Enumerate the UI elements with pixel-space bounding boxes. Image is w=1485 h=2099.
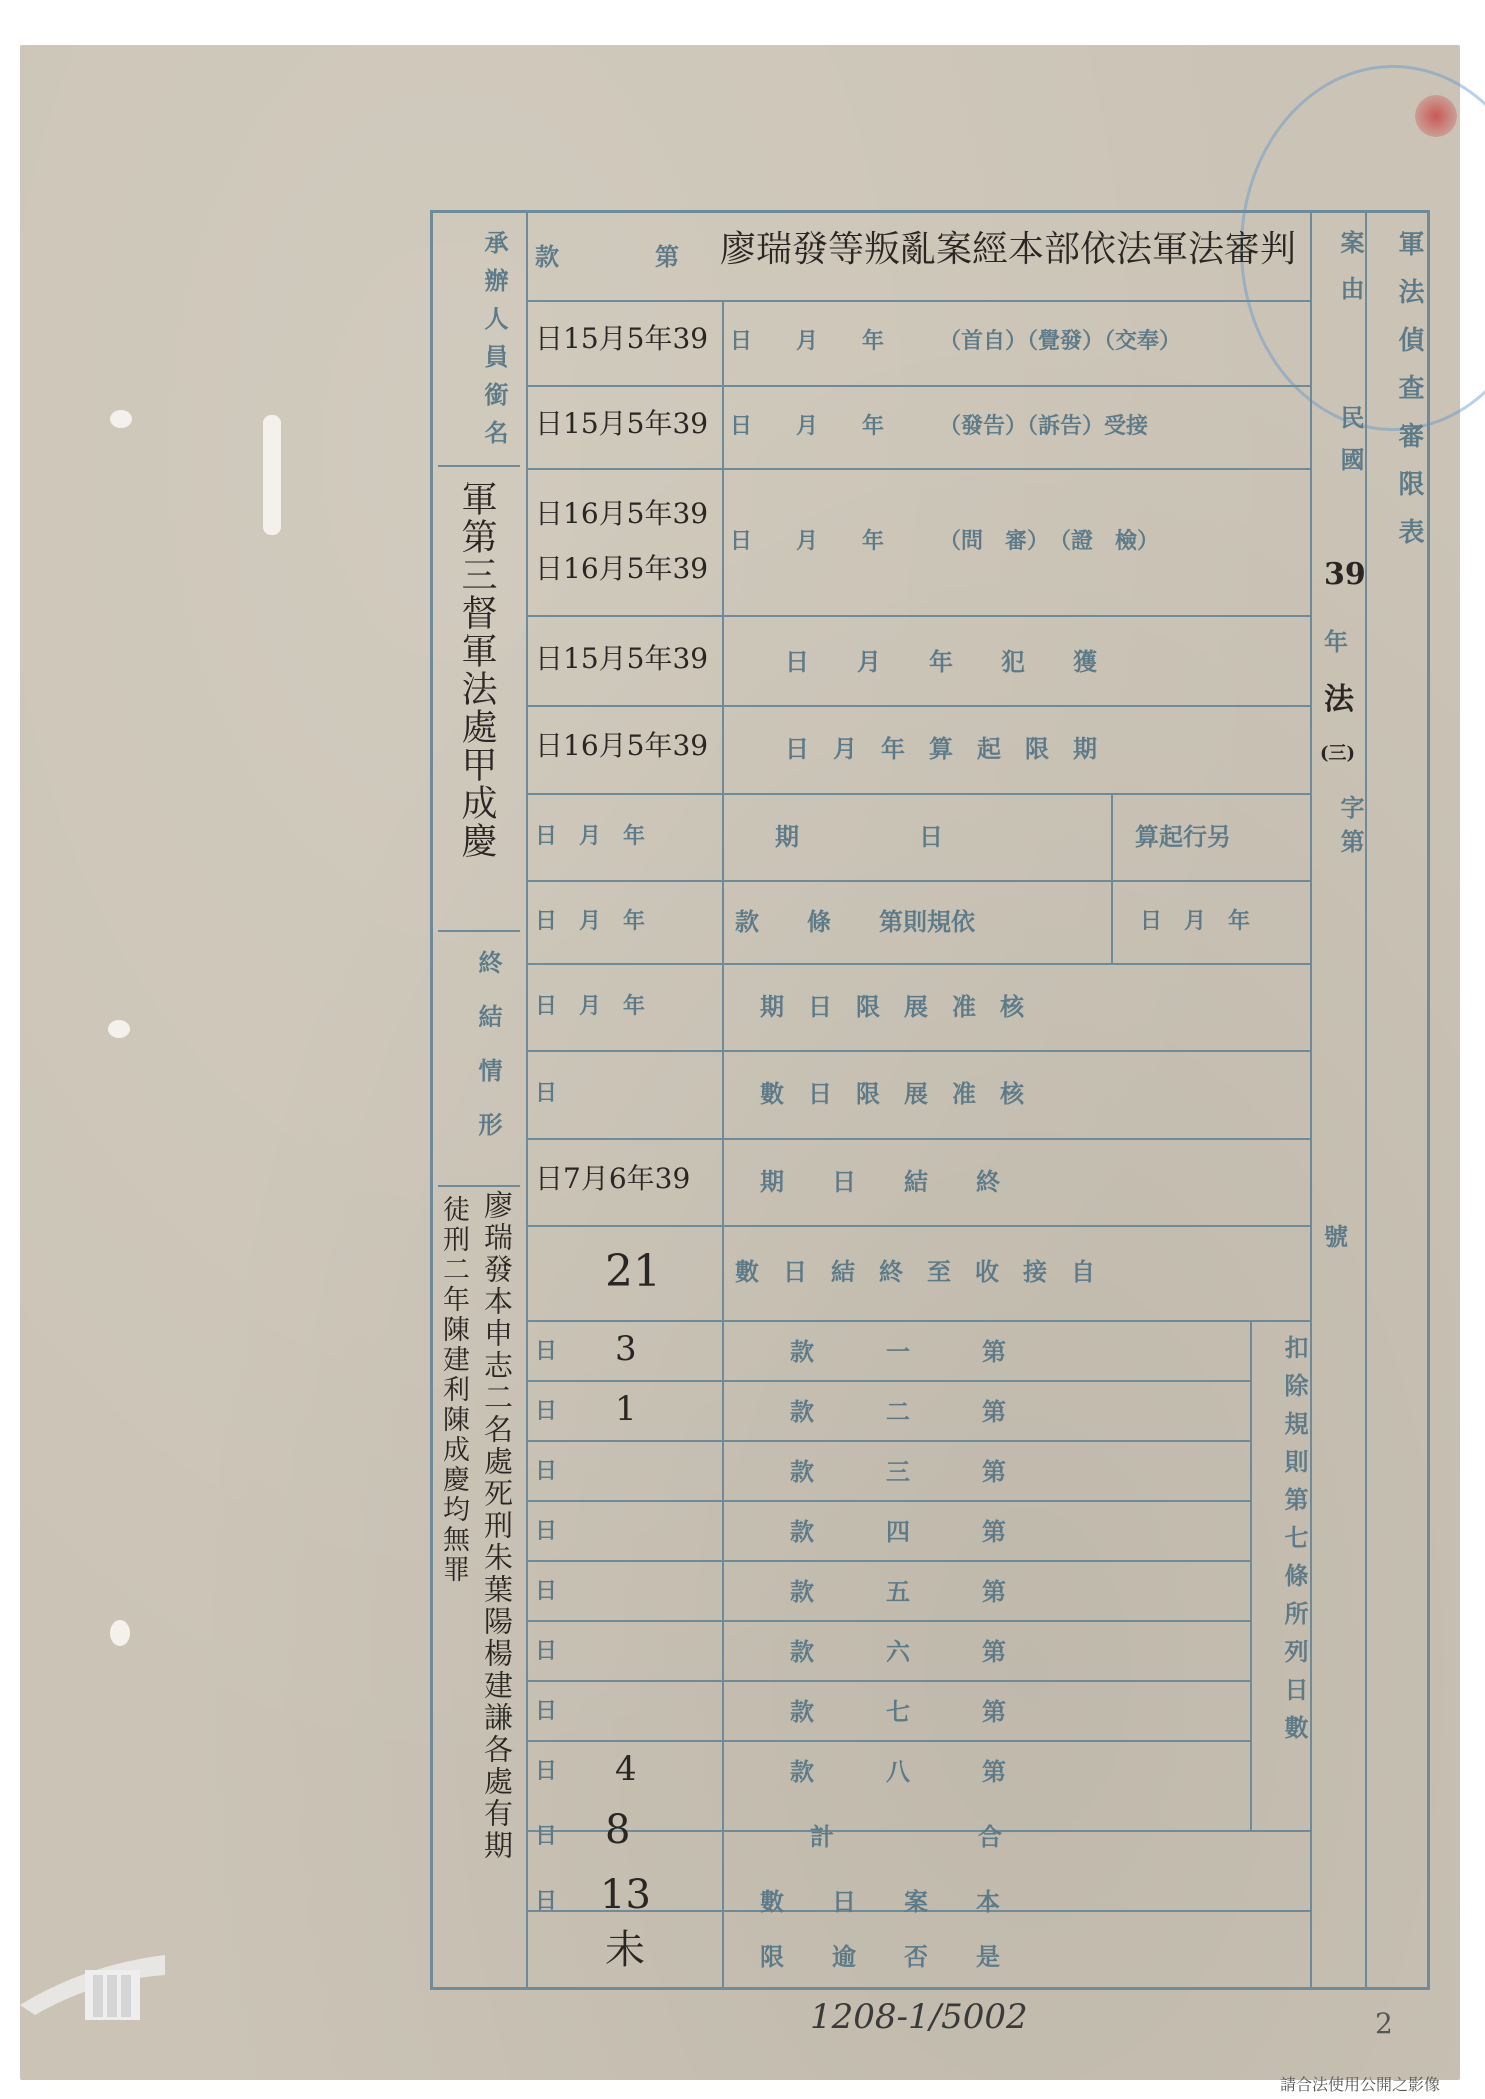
r9-b: 期 日 限 展 准 核 bbox=[760, 992, 1024, 1021]
form-table bbox=[430, 210, 1430, 1990]
total-days-unit: 日 bbox=[535, 1888, 558, 1914]
deduction-unit: 日 bbox=[535, 1398, 558, 1424]
r11-b: 期 日 結 終 bbox=[760, 1167, 1000, 1196]
pencil-archive-number: 1208-1/5002 bbox=[810, 1997, 1028, 2037]
overdue-label: 限 逾 否 是 bbox=[760, 1942, 1000, 1971]
deduction-value: 1 bbox=[615, 1389, 637, 1429]
officer-name-hand: 軍第三督軍法處甲成慶 bbox=[456, 480, 497, 860]
r3-date: 日15月5年39 bbox=[535, 407, 709, 440]
deduction-unit: 日 bbox=[535, 1758, 558, 1784]
case-law-char: 法 bbox=[1324, 682, 1354, 717]
case-number-suffix: 號 bbox=[1324, 1222, 1348, 1251]
case-year-label: 年 bbox=[1324, 627, 1348, 656]
deduction-unit: 日 bbox=[535, 1458, 558, 1484]
binding-hole bbox=[263, 415, 281, 535]
red-seal bbox=[1415, 95, 1457, 137]
case-era: 民國 bbox=[1336, 405, 1365, 489]
deduction-value: 3 bbox=[615, 1329, 637, 1369]
deduction-unit: 日 bbox=[535, 1698, 558, 1724]
r7-b: 期 日 bbox=[775, 822, 943, 851]
r8-c: 日 月 年 bbox=[1140, 908, 1251, 934]
conclusion-header: 終結情形 bbox=[474, 950, 503, 1166]
r8-b: 款 條 第則規依 bbox=[735, 907, 975, 936]
deduction-total-unit: 日 bbox=[535, 1823, 558, 1849]
r4-label: 日 月 年 （問 審） （證 檢） bbox=[730, 528, 1160, 554]
r2-label: 日 月 年 （首自）（覺發）（交奉） bbox=[730, 328, 1182, 354]
deduction-total-value: 8 bbox=[605, 1807, 631, 1853]
r6-label: 日 月 年 算 起 限 期 bbox=[785, 734, 1097, 763]
total-days-value: 13 bbox=[600, 1872, 651, 1918]
r7-c: 算起行另 bbox=[1135, 822, 1231, 851]
case-title-hand: 廖瑞發等叛亂案經本部依法軍法審判 bbox=[720, 229, 1297, 270]
deduction-label: 款 四 第 bbox=[790, 1517, 1006, 1546]
deduction-label: 款 三 第 bbox=[790, 1457, 1006, 1486]
usage-notice: 請合法使用公開之影像 bbox=[1280, 2075, 1441, 2094]
form-title: 軍法偵查審限表 bbox=[1394, 230, 1424, 566]
officer-header: 承辦人員銜名 bbox=[480, 230, 509, 458]
deductions-header: 扣除規則第七條所列日數 bbox=[1280, 1335, 1309, 1753]
r1-label: 款 第 bbox=[535, 242, 679, 271]
deduction-unit: 日 bbox=[535, 1518, 558, 1544]
r10-a: 日 bbox=[535, 1080, 558, 1106]
binding-hole bbox=[110, 410, 132, 428]
case-word: 字第 bbox=[1336, 795, 1365, 863]
r12-hand: 21 bbox=[605, 1246, 661, 1297]
binding-hole bbox=[110, 1620, 130, 1646]
deduction-unit: 日 bbox=[535, 1338, 558, 1364]
r4-date-b: 日16月5年39 bbox=[535, 552, 709, 585]
deduction-label: 款 二 第 bbox=[790, 1397, 1006, 1426]
r3-label: 日 月 年 （發告）（訴告）受接 bbox=[730, 413, 1149, 439]
archive-logo-icon bbox=[15, 1945, 165, 2025]
deduction-label: 款 五 第 bbox=[790, 1577, 1006, 1606]
binding-hole bbox=[108, 1020, 130, 1038]
deduction-unit: 日 bbox=[535, 1578, 558, 1604]
r5-date: 日15月5年39 bbox=[535, 642, 709, 675]
case-prefix: 案由 bbox=[1336, 230, 1365, 322]
case-year-hand: 39 bbox=[1324, 557, 1366, 592]
r8-a: 日 月 年 bbox=[535, 908, 646, 934]
r12-b: 數 日 結 終 至 收 接 自 bbox=[735, 1257, 1095, 1286]
deduction-label: 款 一 第 bbox=[790, 1337, 1006, 1366]
r6-date: 日16月5年39 bbox=[535, 729, 709, 762]
deduction-label: 款 七 第 bbox=[790, 1697, 1006, 1726]
deduction-unit: 日 bbox=[535, 1638, 558, 1664]
r11-date: 日7月6年39 bbox=[535, 1162, 691, 1195]
r2-date: 日15月5年39 bbox=[535, 322, 709, 355]
deduction-value: 4 bbox=[615, 1749, 637, 1789]
conclusion-hand-2: 徒刑二年陳建利陳成慶均無罪 bbox=[438, 1195, 469, 1585]
total-days-label: 數 日 案 本 bbox=[760, 1887, 1000, 1916]
deduction-total-label: 計 合 bbox=[810, 1822, 1002, 1851]
case-law-num: (三) bbox=[1320, 743, 1356, 764]
r10-b: 數 日 限 展 准 核 bbox=[760, 1079, 1024, 1108]
r5-label: 日 月 年 犯 獲 bbox=[785, 647, 1097, 676]
overdue-value: 未 bbox=[605, 1927, 645, 1973]
deduction-label: 款 八 第 bbox=[790, 1757, 1006, 1786]
r7-a: 日 月 年 bbox=[535, 823, 646, 849]
r4-date-a: 日16月5年39 bbox=[535, 497, 709, 530]
deduction-label: 款 六 第 bbox=[790, 1637, 1006, 1666]
r9-a: 日 月 年 bbox=[535, 993, 646, 1019]
page-number: 2 bbox=[1375, 2007, 1393, 2040]
case-number-column bbox=[1318, 230, 1366, 1470]
conclusion-hand-1: 廖瑞發本申志二名處死刑朱葉陽楊建謙各處有期 bbox=[480, 1190, 514, 1862]
